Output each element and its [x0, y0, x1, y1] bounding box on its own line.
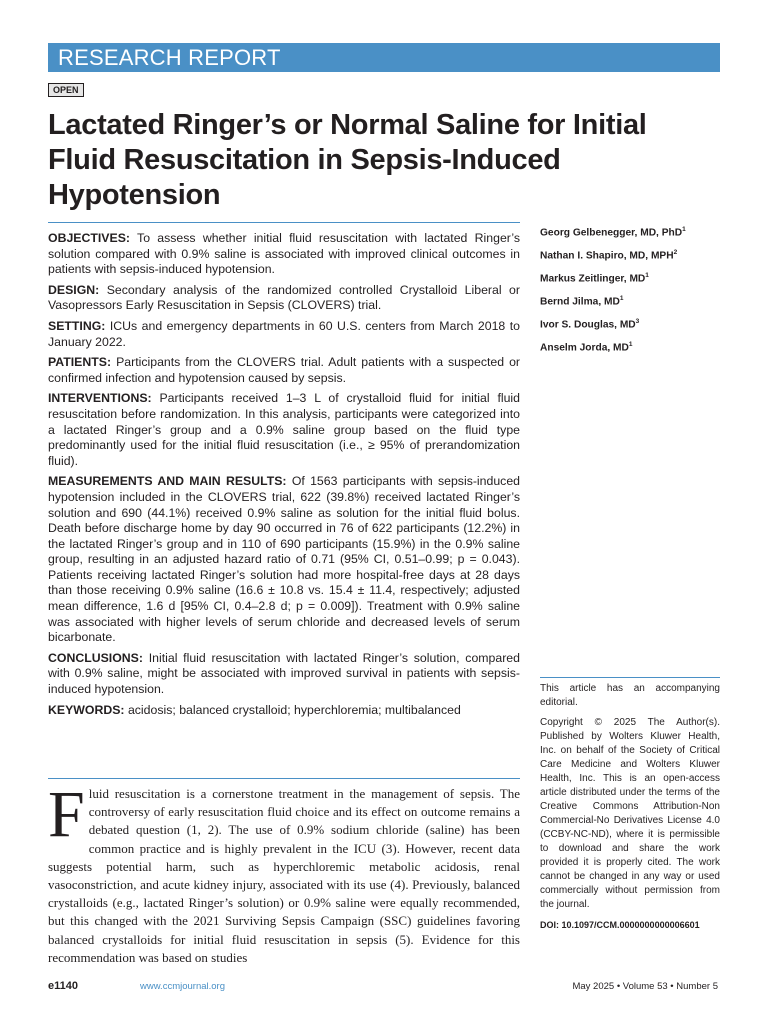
author-name: Bernd Jilma, MD$^1$ [540, 294, 624, 308]
journal-link[interactable]: www.ccmjournal.org [140, 981, 225, 992]
abstract-heading: OBJECTIVES: [48, 231, 130, 245]
abstract [48, 222, 520, 723]
page-number: e1140 [48, 980, 78, 992]
author-name: Anselm Jorda, MD$^1$ [540, 340, 633, 354]
abstract-heading: SETTING: [48, 318, 106, 333]
body-paragraph: luid resuscitation is a cornerstone treatment in the management of sepsis. The controversy of early resuscitation fluid choice and its effect on outcome remains a debated question (1, 2). The use of 0.9% sodium chloride (saline) has been common practice and is highly prevalent in the ICU (3). However, recent data suggests potential harm, such as hyperchloremic metabolic acidosis, renal vasoconstriction, and acute kidney injury, associated with its use (4). Previously, balanced crystalloids (e.g., lactated Ringer’s solution) or 0.9% saline were equally recommended, but this changed with the 2021 Surviving Sepsis Campaign (SSC) guidelines favoring balanced crystalloids for initial fluid resuscitation in sepsis (5). Evidence for this recommendation was based on studies [48, 786, 520, 965]
abstract-patients [48, 355, 520, 386]
affiliation-marker: 1 [645, 271, 649, 279]
abstract-heading: CONCLUSIONS: [48, 650, 143, 665]
abstract-heading: PATIENTS: [48, 355, 112, 370]
abstract-design [48, 283, 520, 314]
body-text [48, 778, 520, 967]
affiliation-marker: 1 [628, 340, 633, 348]
copyright-notice: Copyright © 2025 The Author(s). Published by Wolters Kluwer Health, Inc. on behalf of the Society of Critical Care Medicine and Wolters Kluwer Health, Inc. This is an open-access article distributed under the terms of the Creative Commons Attribution-Non Commercial-No Derivatives License 4.0 (CCBY-NC-ND), where it is permissible to download and share the work provided it is properly cited. The work cannot be changed in any way or used commercially without permission from the journal. [540, 717, 720, 910]
author-list [540, 220, 730, 358]
abstract-text: ICUs and emergency departments in 60 U.S. centers from March 2018 to January 2022. [48, 318, 520, 349]
drop-cap: F [48, 778, 85, 851]
editorial-note: This article has an accompanying editorial. [540, 683, 720, 708]
abstract-heading: KEYWORDS: [48, 702, 125, 717]
abstract-heading: DESIGN: [48, 282, 100, 297]
abstract-text: acidosis; balanced crystalloid; hyperchloremia; multibalanced [127, 702, 461, 717]
abstract-text: Participants from the CLOVERS trial. Adult patients with a suspected or confirmed infection and hypotension caused by sepsis. [48, 355, 521, 385]
abstract-setting [48, 319, 520, 350]
abstract-objectives [48, 231, 520, 278]
author-name: Markus Zeitlinger, MD$^1$ [540, 271, 649, 285]
abstract-conclusions [48, 651, 520, 698]
open-access-badge: OPEN [48, 83, 84, 97]
author-name: Nathan I. Shapiro, MD, MPH$^2$ [540, 248, 678, 262]
affiliation-marker: 2 [673, 248, 678, 256]
abstract-text: Participants received 1–3 L of crystalloid fluid for initial fluid resuscitation before randomization. In this analysis, participants were categorized into a lactated Ringer’s group and a 0.9% saline group based on the fluid type predominantly used for the initial fluid resuscitation (i.e., ≥ 95% of prerandomization fluid). [48, 391, 520, 468]
abstract-text: Secondary analysis of the randomized controlled Crystalloid Liberal or Vasopressors Early Resuscitation in Sepsis (CLOVERS) trial. [48, 282, 520, 313]
author-name: Ivor S. Douglas, MD$^3$ [540, 317, 640, 331]
abstract-results [48, 474, 520, 646]
abstract-text: To assess whether initial fluid resuscitation with lactated Ringer’s solution compared with 0.9% saline is associated with improved clinical outcomes in patients with sepsis-induced hypotension. [48, 231, 520, 277]
doi[interactable]: DOI: 10.1097/CCM.0000000000006601 [540, 920, 700, 930]
article-sidebar [540, 677, 720, 932]
section-banner-label: RESEARCH REPORT [58, 45, 281, 70]
issue-info: May 2025 • Volume 53 • Number 5 [572, 981, 718, 992]
abstract-text: Of 1563 participants with sepsis-induced hypotension included in the CLOVERS trial, 622 (39.8%) received lactated Ringer’s solution and 690 (44.1%) received 0.9% saline as solution for the initial fluid bolus. Death before discharge home by day 90 occurred in 76 of 622 participants (12.2%) in the lactated Ringer’s group and in 110 of 690 participants (15.9%) in the 0.9% saline group, resulting in an adjusted hazard ratio of 0.71 (95% CI, 0.51–0.99; p = 0.043). Patients receiving lactated Ringer’s solution had more hospital-free days at 28 days than those receiving 0.9% saline (16.6 ± 10.8 vs. 15.4 ± 11.4, respectively; adjusted mean difference, 1.6 d [95% CI, 0.4–2.8 d; p = 0.009]). Treatment with 0.9% saline was associated with higher levels of serum chloride and decreased levels of serum bicarbonate. [48, 474, 521, 645]
article-title: Lactated Ringer’s or Normal Saline for Initial Fluid Resuscitation in Sepsis-Induced Hypotension [48, 109, 647, 211]
abstract-text: Initial fluid resuscitation with lactated Ringer’s solution, compared with 0.9% saline, might be associated with improved survival in patients with sepsis-induced hypotension. [48, 650, 520, 697]
abstract-interventions [48, 391, 520, 469]
abstract-heading: INTERVENTIONS: [48, 391, 152, 406]
affiliation-marker: 3 [635, 317, 640, 325]
affiliation-marker: 1 [619, 294, 624, 302]
abstract-keywords [48, 703, 520, 719]
author-name: Georg Gelbenegger, MD, PhD$^1$ [540, 226, 686, 239]
section-banner [48, 43, 720, 72]
abstract-heading: MEASUREMENTS AND MAIN RESULTS: [48, 474, 287, 489]
page-footer [48, 980, 720, 994]
affiliation-marker: 1 [682, 226, 686, 233]
